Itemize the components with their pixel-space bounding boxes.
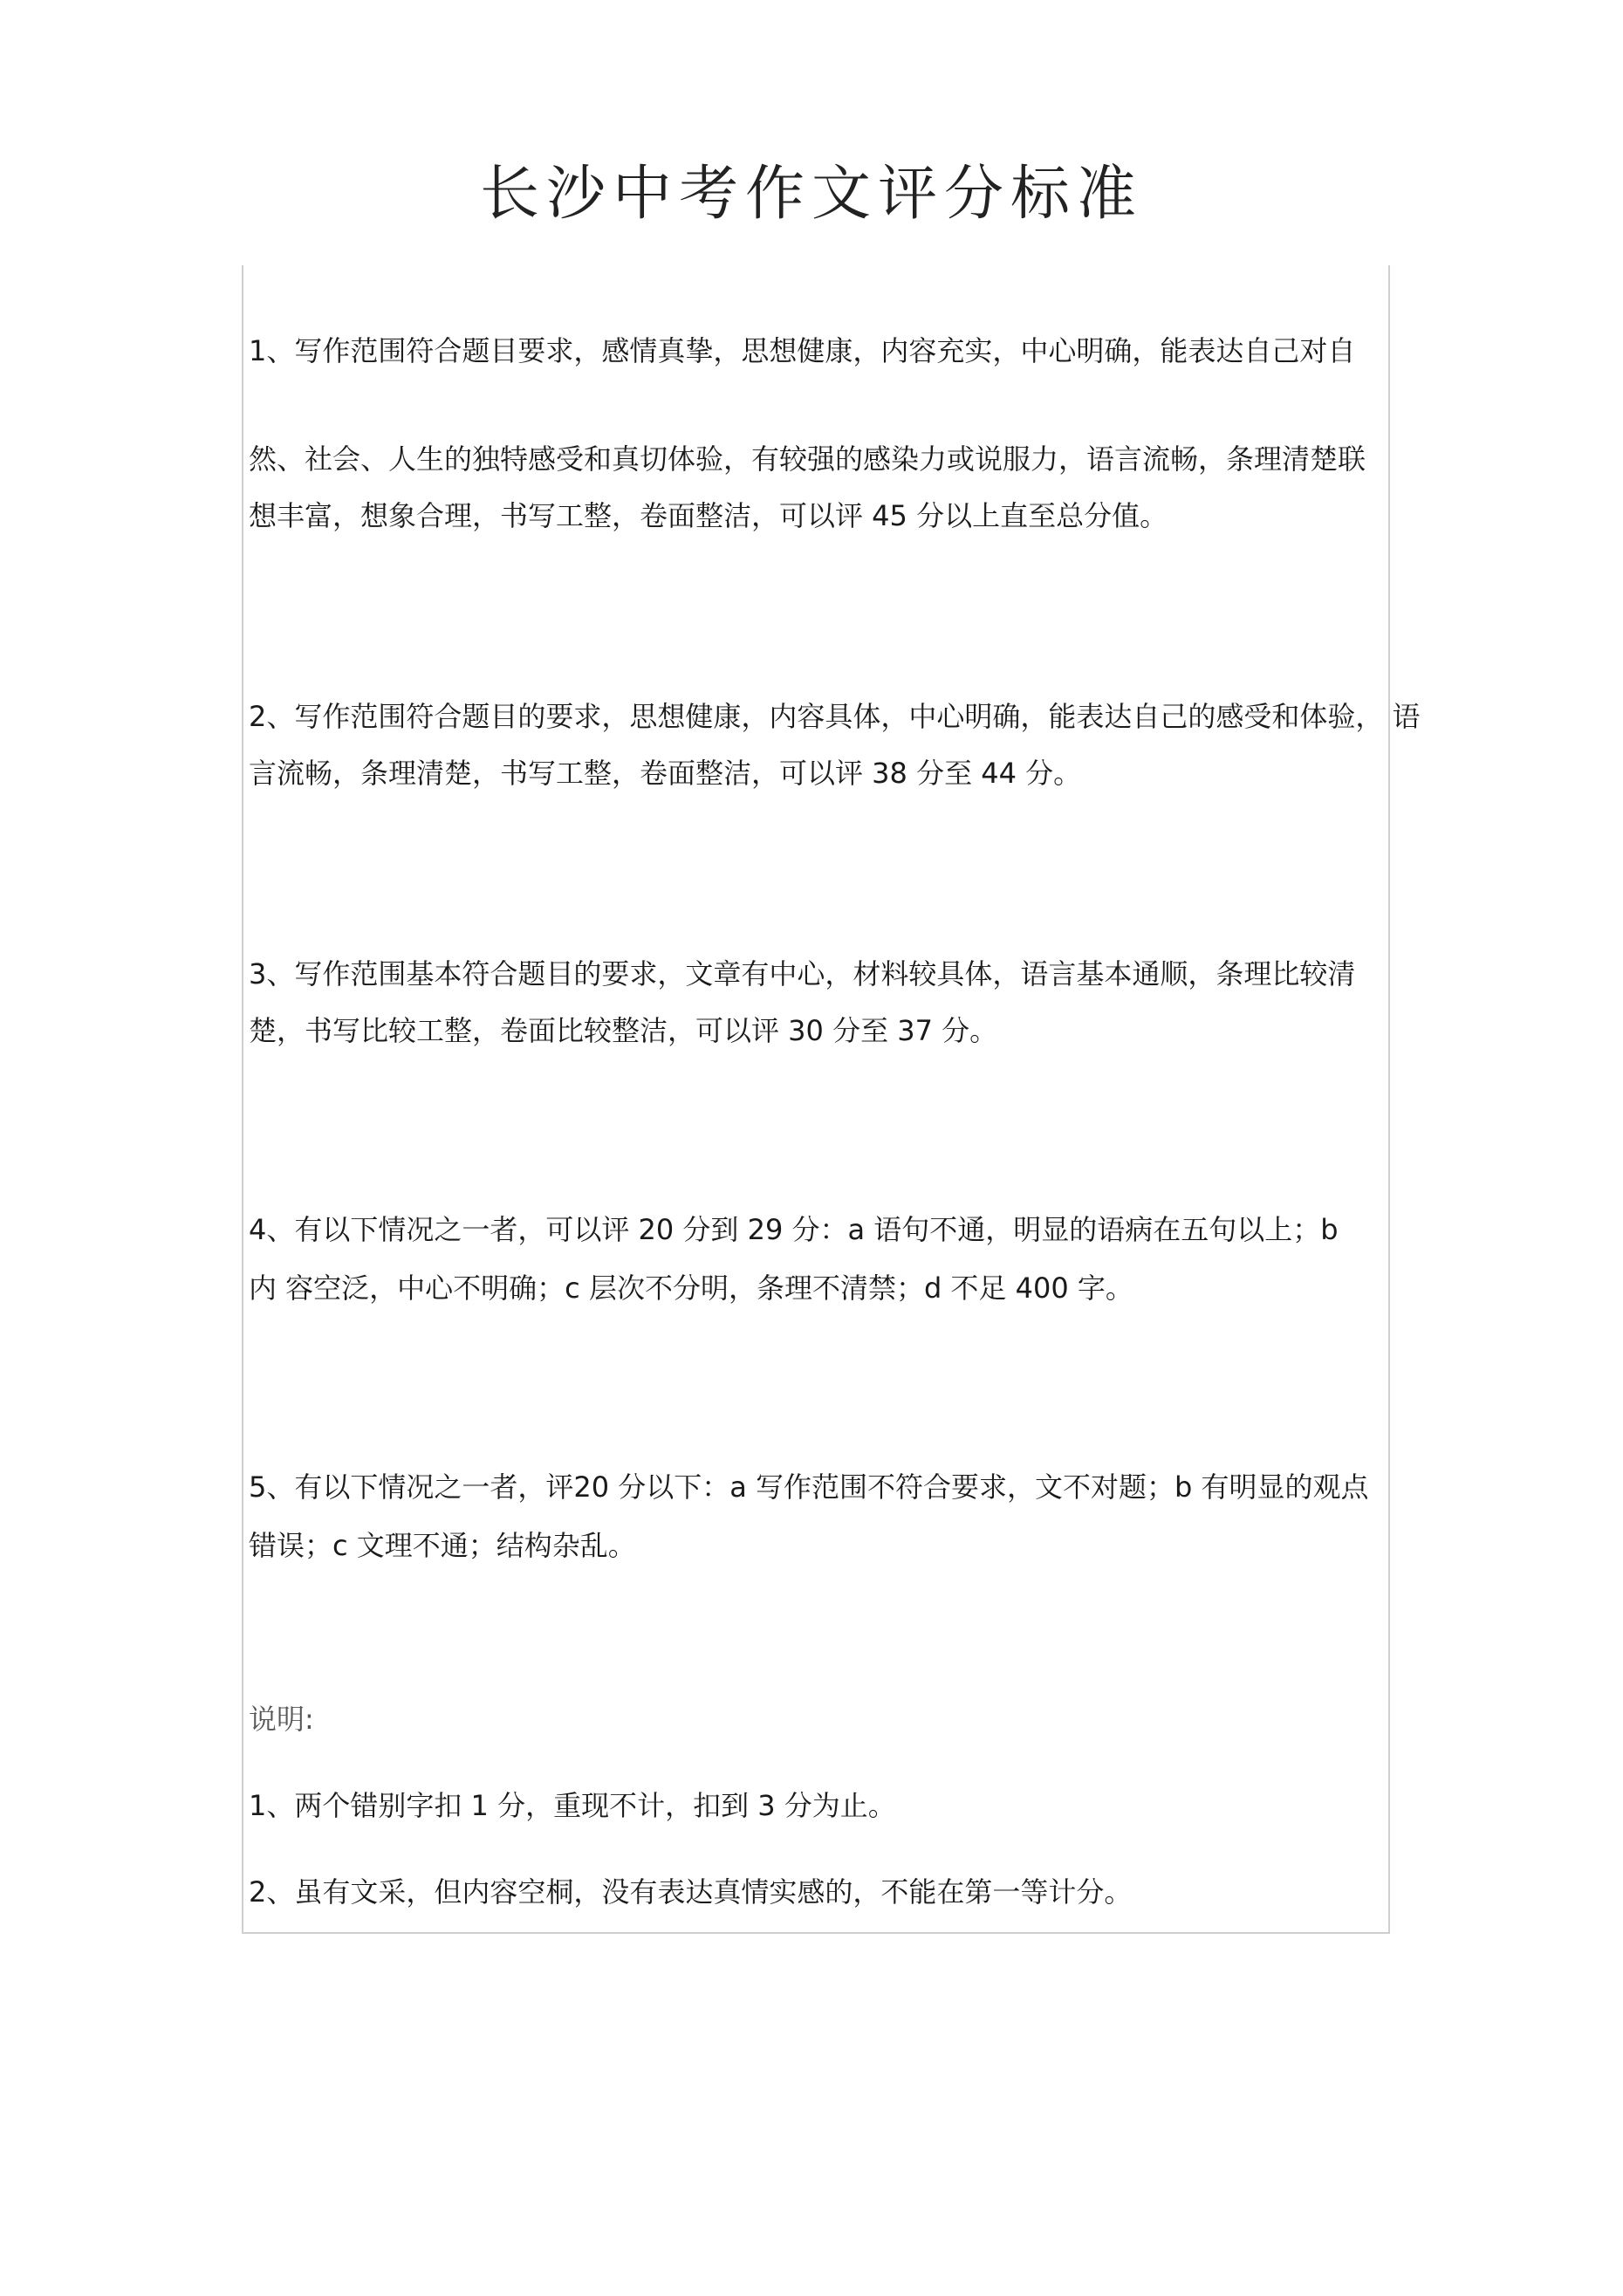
criterion-3-line-2: 楚，书写比较工整，卷面比较整洁，可以评 30 分至 37 分。 [249,1014,998,1047]
criterion-1-line-1: 1、写作范围符合题目要求，感情真挚，思想健康，内容充实，中心明确，能表达自己对自 [249,334,1356,367]
criterion-4-line-2: 内 容空泛，中心不明确；c 层次不分明，条理不清禁；d 不足 400 字。 [249,1271,1133,1305]
criterion-1-line-3: 想丰富，想象合理，书写工整，卷面整洁，可以评 45 分以上直至总分值。 [249,499,1168,532]
criterion-3-line-1: 3、写作范围基本符合题目的要求，文章有中心，材料较具体，语言基本通顺，条理比较清 [249,957,1356,990]
notes-heading: 说明: [249,1703,314,1736]
note-item-1: 1、两个错别字扣 1 分，重现不计，扣到 3 分为止。 [249,1789,896,1822]
criterion-2-line-2: 言流畅，条理清楚，书写工整，卷面整洁，可以评 38 分至 44 分。 [249,757,1082,790]
page-title: 长沙中考作文评分标准 [479,160,1143,229]
note-item-2: 2、虽有文采，但内容空桐，没有表达真情实感的，不能在第一等计分。 [249,1875,1133,1909]
criterion-1-line-2: 然、社会、人生的独特感受和真切体验，有较强的感染力或说服力，语言流畅，条理清楚联 [249,442,1366,476]
criterion-5-line-1: 5、有以下情况之一者，评20 分以下：a 写作范围不符合要求，文不对题；b 有明显的观点 [249,1470,1369,1504]
criterion-2-line-1: 2、写作范围符合题目的要求，思想健康，内容具体，中心明确，能表达自己的感受和体验， 语 [249,700,1421,733]
criterion-4-line-1: 4、有以下情况之一者，可以评 20 分到 29 分：a 语句不通，明显的语病在五句以上；b [249,1213,1339,1246]
criterion-5-line-2: 错误；c 文理不通；结构杂乱。 [249,1529,636,1562]
